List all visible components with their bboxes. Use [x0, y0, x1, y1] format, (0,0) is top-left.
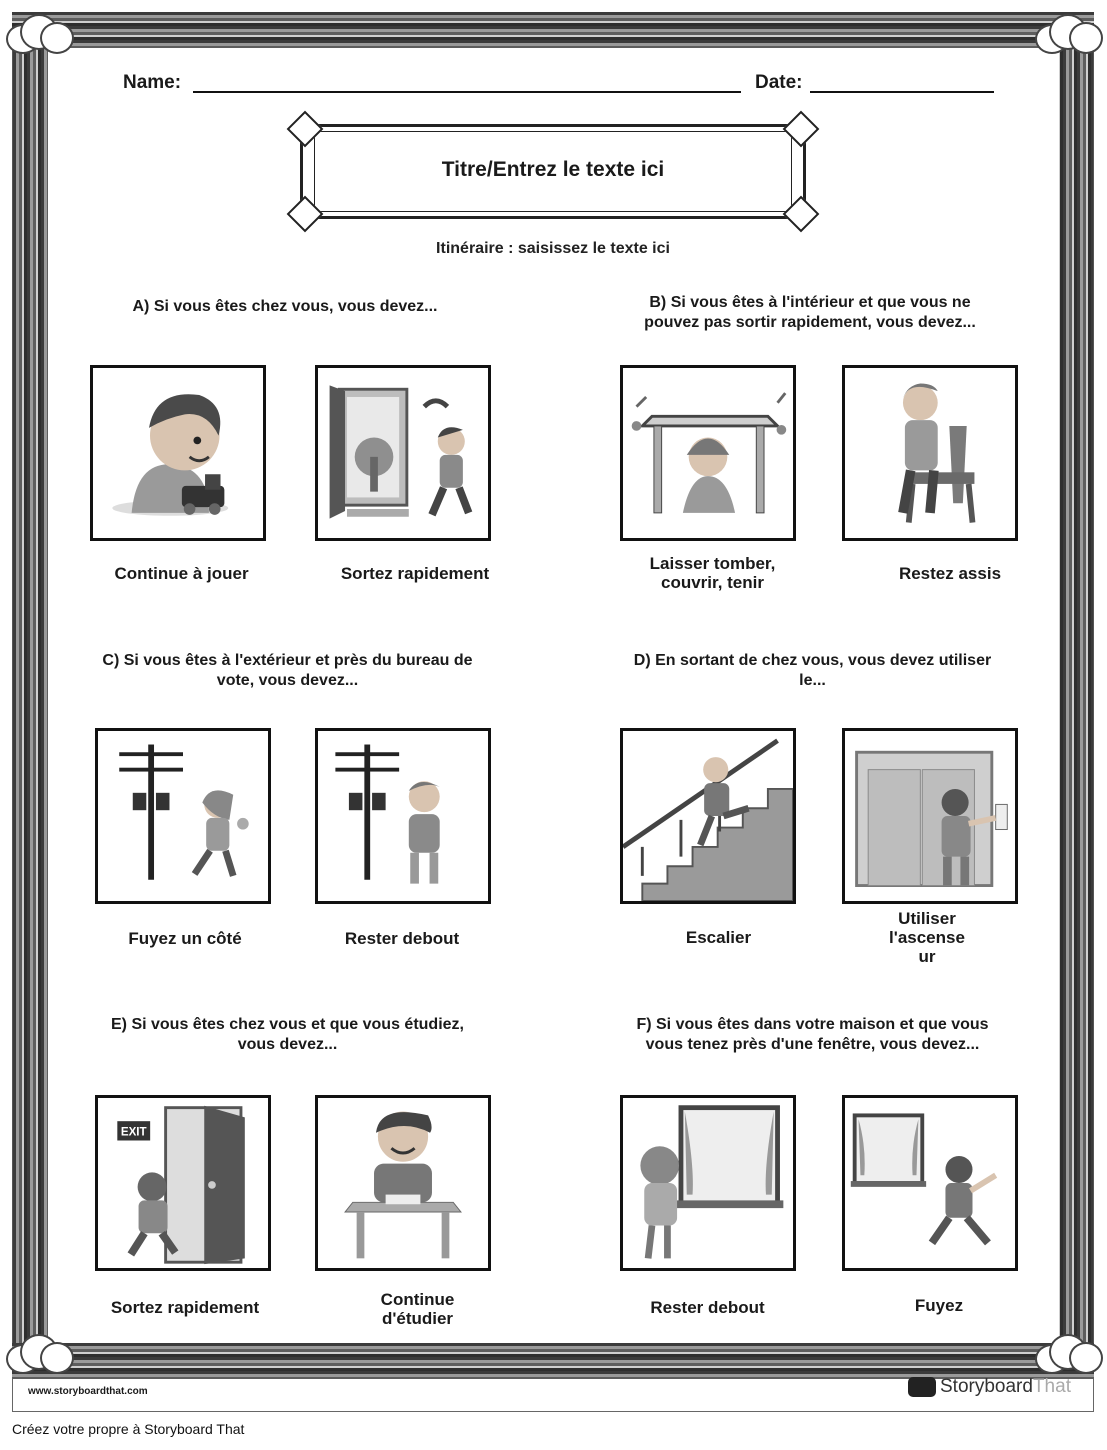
cloud-corner-icon [1033, 10, 1103, 56]
caption-c1: Fuyez un côté [128, 929, 242, 948]
caption-e1: Sortez rapidement [110, 1298, 260, 1317]
caption-d1: Escalier [685, 928, 752, 947]
name-label: Name: [123, 72, 182, 93]
boy-on-stairs-icon[interactable] [620, 728, 796, 904]
name-field[interactable] [193, 91, 741, 93]
storyboardthat-logo[interactable] [908, 1374, 1071, 1400]
caption-c2: Rester debout [344, 929, 460, 948]
date-label: Date: [755, 72, 803, 93]
boy-sitting-chair-icon[interactable] [842, 365, 1018, 541]
caption-a1: Continue à jouer [114, 564, 249, 583]
cloud-corner-icon [1033, 1330, 1103, 1376]
brand-that: That [1032, 1376, 1071, 1397]
footer-url[interactable]: www.storyboardthat.com [28, 1386, 148, 1397]
cloud-corner-icon [4, 10, 74, 56]
svg-text:EXIT: EXIT [120, 1126, 147, 1139]
itinerary-text[interactable]: Itinéraire : saisissez le texte ici [436, 240, 670, 257]
caption-b1: Laisser tomber, couvrir, tenir [649, 554, 776, 592]
boy-at-elevator-icon[interactable] [842, 728, 1018, 904]
question-f: F) Si vous êtes dans votre maison et que vous vous tenez près d'une fenêtre, vous devez... [636, 1016, 989, 1053]
date-field[interactable] [810, 91, 994, 93]
girl-at-window-icon[interactable] [620, 1095, 796, 1271]
boy-exit-door-icon[interactable] [95, 1095, 271, 1271]
create-note[interactable]: Créez votre propre à Storyboard That [12, 1421, 245, 1437]
cloud-corner-icon [4, 1330, 74, 1376]
border-top [12, 12, 1094, 48]
question-e: E) Si vous êtes chez vous et que vous étudiez, vous devez... [111, 1016, 464, 1053]
question-d: D) En sortant de chez vous, vous devez utiliser le... [633, 652, 992, 689]
boy-standing-by-pole-icon[interactable] [315, 728, 491, 904]
child-under-table-icon[interactable] [620, 365, 796, 541]
caption-d2: Utiliser l'ascense ur [889, 909, 965, 966]
boy-running-from-window-icon[interactable] [842, 1095, 1018, 1271]
caption-a2: Sortez rapidement [340, 564, 490, 583]
caption-f1: Rester debout [650, 1298, 765, 1317]
girl-running-from-pole-icon[interactable] [95, 728, 271, 904]
caption-e2: Continue d'étudier [380, 1290, 455, 1328]
brand-storyboard: Storyboard [940, 1376, 1033, 1397]
boy-running-out-door-icon[interactable] [315, 365, 491, 541]
question-a: A) Si vous êtes chez vous, vous devez... [132, 298, 438, 315]
question-b: B) Si vous êtes à l'intérieur et que vous ne pouvez pas sortir rapidement, vous devez... [644, 294, 976, 331]
caption-b2: Restez assis [898, 564, 1002, 583]
boy-playing-train-icon[interactable] [90, 365, 266, 541]
question-c: C) Si vous êtes à l'extérieur et près du bureau de vote, vous devez... [102, 652, 473, 689]
page-title[interactable]: Titre/Entrez le texte ici [441, 158, 665, 181]
speech-bubble-icon [908, 1377, 936, 1397]
boy-studying-desk-icon[interactable] [315, 1095, 491, 1271]
caption-f2: Fuyez [914, 1296, 964, 1315]
